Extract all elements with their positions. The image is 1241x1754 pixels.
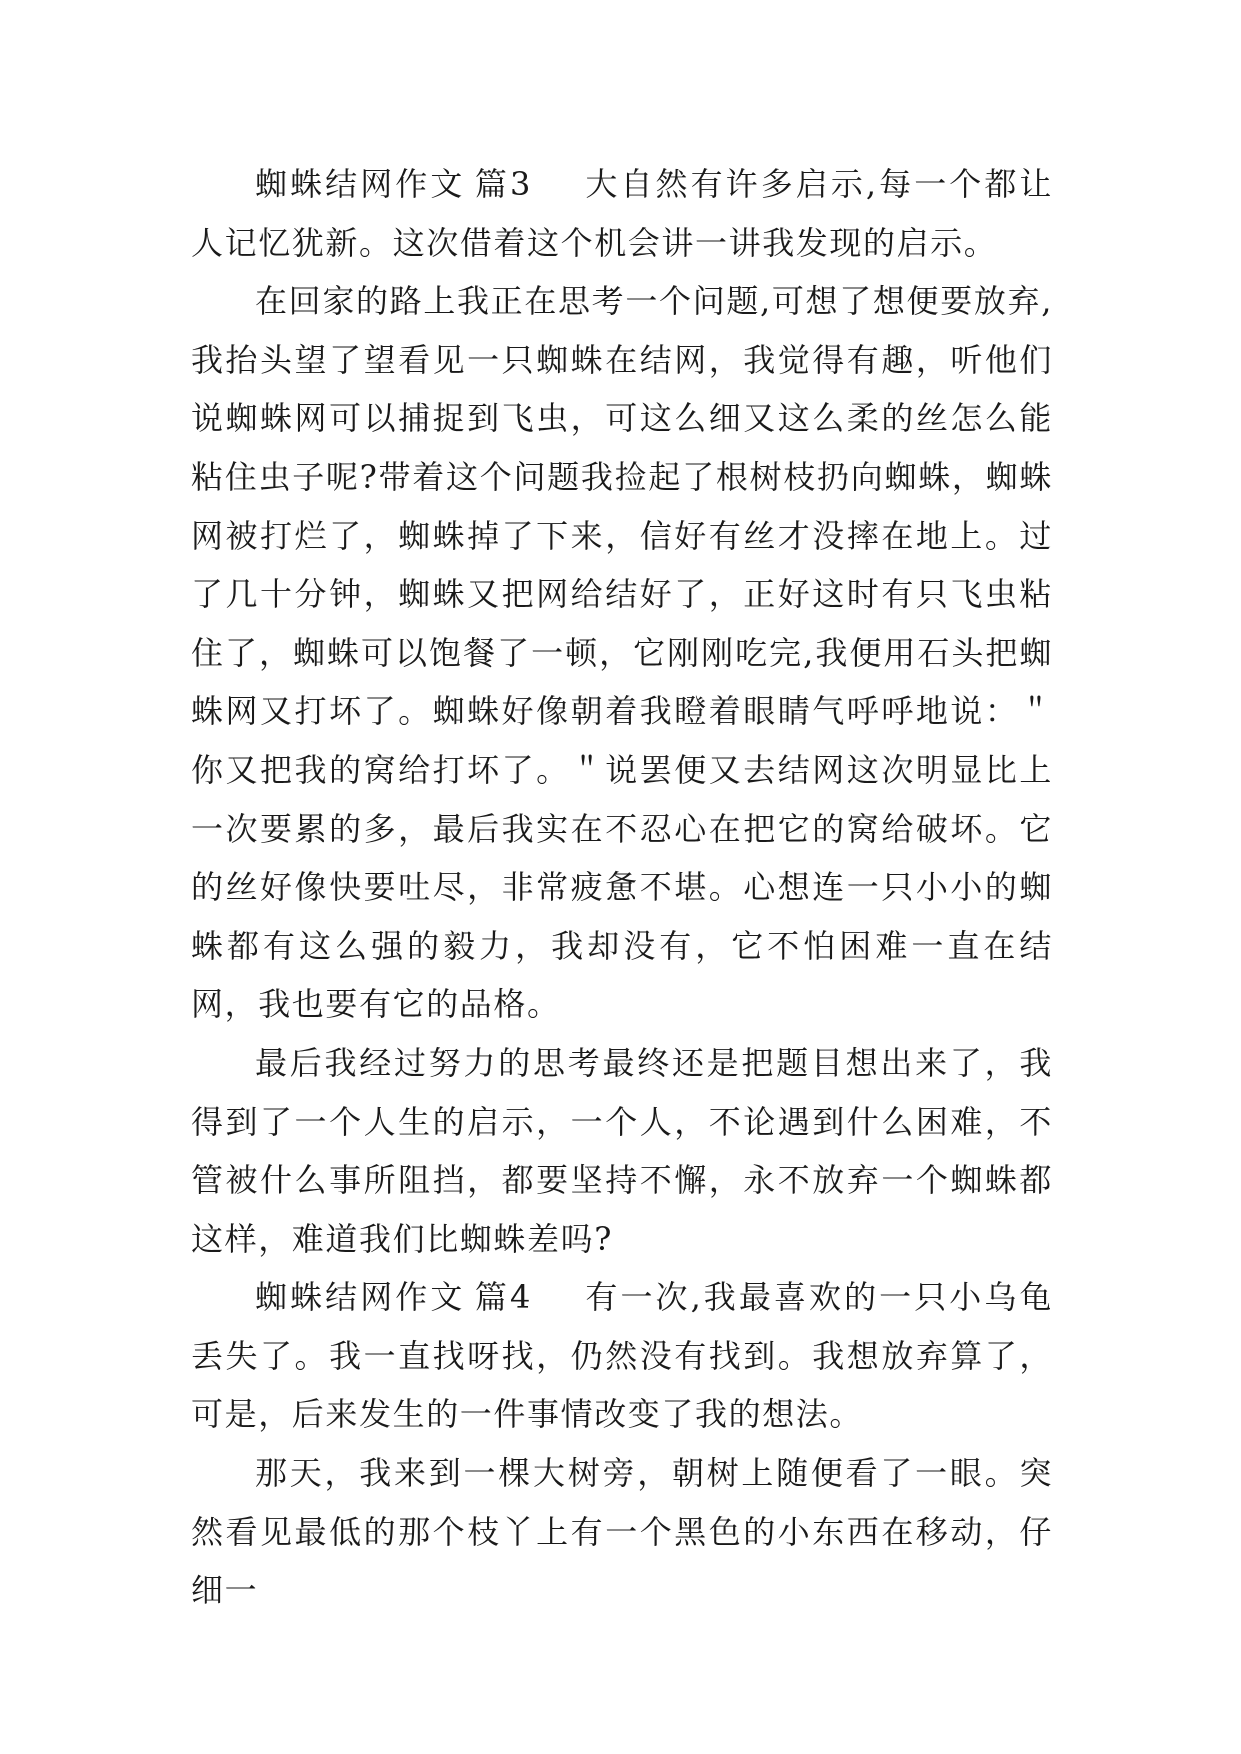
paragraph-text: 在回家的路上我正在思考一个问题,可想了想便要放弃,我抬头望了望看见一只蜘蛛在结网，我觉得有趣，听他们说蜘蛛网可以捕捉到飞虫，可这么细又这么柔的丝怎么能粘住虫子呢?带着这个问题我捡起了根树枝扔向蜘蛛，蜘蛛网被打烂了，蜘蛛掉了下来，信好有丝才没摔在地上。过了几十分钟，蜘蛛又把网给结好了，正好这时有只飞虫粘住了，蜘蛛可以饱餐了一顿，它刚刚吃完,我便用石头把蜘蛛网又打坏了。蜘蛛好像朝着我瞪着眼睛气呼呼地说：＂你又把我的窝给打坏了。＂说罢便又去结网这次明显比上一次要累的多，最后我实在不忍心在把它的窝给破坏。它的丝好像快要吐尽，非常疲惫不堪。心想连一只小小的蜘蛛都有这么强的毅力，我却没有，它不怕困难一直在结网，我也要有它的品格。	[191, 282, 1053, 1024]
section-number: 篇3	[473, 165, 532, 203]
paragraph-text: 大自然有许多启示,每一个都让人记忆犹新。这次借着这个机会讲一讲我发现的启示。	[191, 165, 1054, 262]
paragraph-5	[191, 1444, 1053, 1620]
section-heading: 蜘蛛结网作文	[255, 165, 466, 203]
paragraph-1	[191, 155, 1053, 272]
paragraph-text: 有一次,我最喜欢的一只小乌龟丢失了。我一直找呀找，仍然没有找到。我想放弃算了，可是，后来发生的一件事情改变了我的想法。	[191, 1278, 1054, 1434]
paragraph-2	[191, 272, 1053, 1034]
section-heading: 蜘蛛结网作文	[255, 1278, 466, 1317]
paragraph-text: 最后我经过努力的思考最终还是把题目想出来了，我得到了一个人生的启示，一个人，不论遇到什么困难，不管被什么事所阻挡，都要坚持不懈，永不放弃一个蜘蛛都这样，难道我们比蜘蛛差吗?	[191, 1043, 1053, 1258]
paragraph-4	[191, 1268, 1053, 1444]
section-number: 篇4	[473, 1278, 532, 1317]
paragraph-3	[191, 1034, 1053, 1268]
paragraph-text: 那天，我来到一棵大树旁，朝树上随便看了一眼。突然看见最低的那个枝丫上有一个黑色的小东西在移动，仔细一	[191, 1454, 1053, 1610]
document-body	[191, 155, 1053, 1620]
